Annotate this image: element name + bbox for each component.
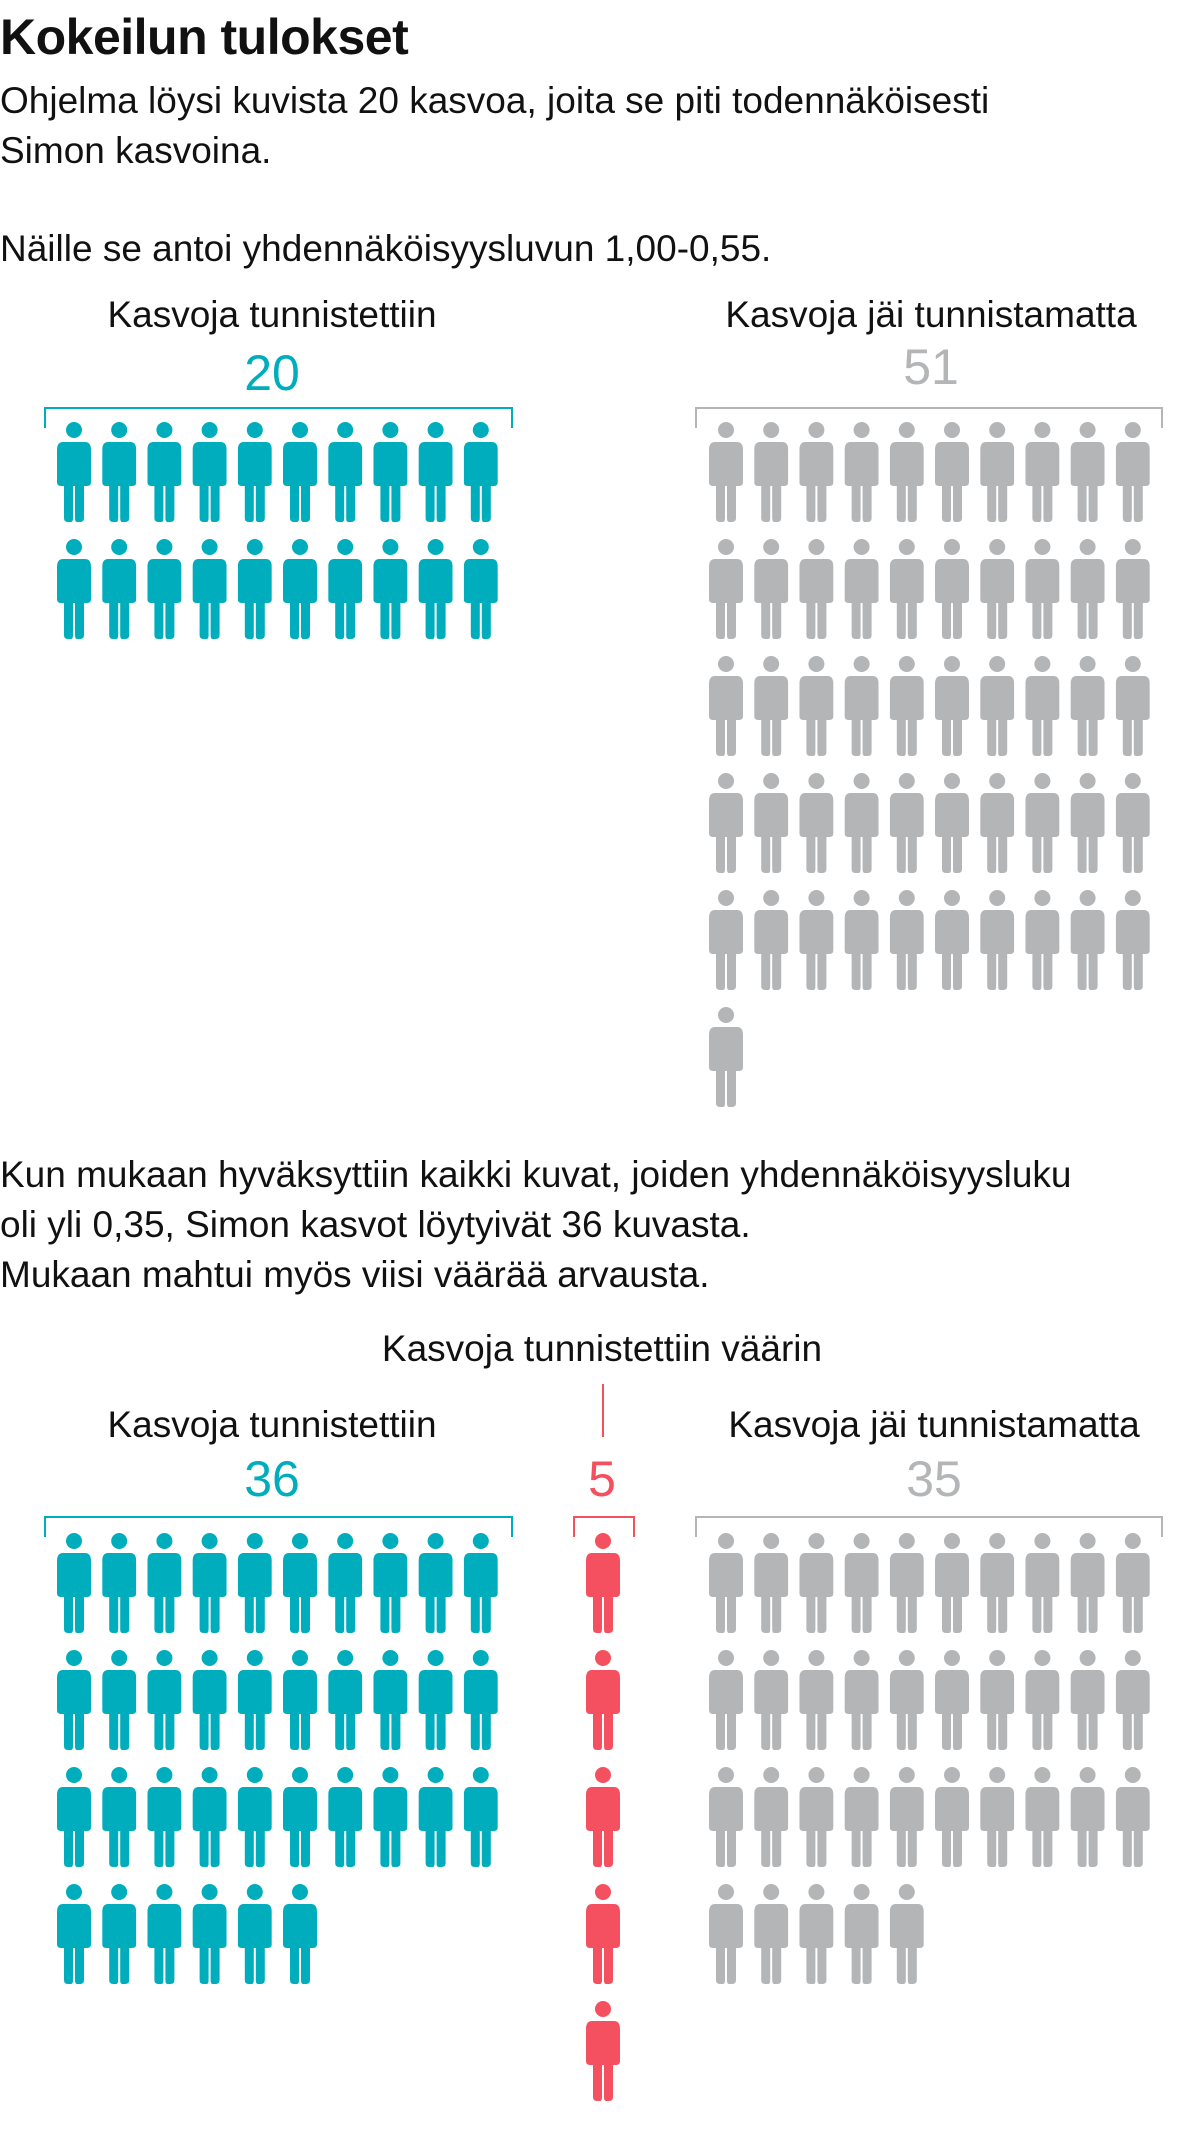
chart2-missed-person-icon-28 [1025, 1767, 1059, 1867]
chart2-identified-person-icon-12 [102, 1650, 136, 1750]
chart2-missed-person-icon-10 [1116, 1533, 1150, 1633]
chart1-identified-person-icon-17 [328, 539, 362, 639]
chart2-missed-person-icon-32 [754, 1884, 788, 1984]
chart1-missed-person-icon-5 [890, 422, 924, 522]
chart1-missed-person-icon-43 [799, 890, 833, 990]
chart1-missed-person-icon-46 [935, 890, 969, 990]
chart1-missed-person-icon-42 [754, 890, 788, 990]
chart2-identified-person-icon-3 [147, 1533, 181, 1633]
chart2-identified-person-icon-10 [464, 1533, 498, 1633]
chart2-identified-person-icon-30 [464, 1767, 498, 1867]
chart2-missed-person-icon-11 [709, 1650, 743, 1750]
chart1-missed-person-icon-39 [1071, 773, 1105, 873]
chart2-identified-person-icon-5 [238, 1533, 272, 1633]
chart1-missed-person-icon-29 [1071, 656, 1105, 756]
chart2-identified-person-icon-13 [147, 1650, 181, 1750]
chart2-missed-person-icon-5 [890, 1533, 924, 1633]
chart1-missed-person-icon-1 [709, 422, 743, 522]
middle-line-1: Kun mukaan hyväksyttiin kaikki kuvat, joiden yhdennäköisyysluku [0, 1154, 1072, 1195]
chart2-missed-person-icon-33 [799, 1884, 833, 1984]
chart2-wrong-label: Kasvoja tunnistettiin väärin [381, 1328, 823, 1369]
chart1-missed-person-icon-49 [1071, 890, 1105, 990]
chart1-missed-person-icon-23 [799, 656, 833, 756]
chart1-missed-person-icon-12 [754, 539, 788, 639]
chart1-missed-person-icon-34 [845, 773, 879, 873]
chart1-identified-person-icon-11 [57, 539, 91, 639]
chart1-missed-person-icon-41 [709, 890, 743, 990]
intro-line-2: Simon kasvoina. [0, 130, 272, 171]
chart1-missed-person-icon-15 [890, 539, 924, 639]
chart1-missed-person-icon-31 [709, 773, 743, 873]
chart2-missed-person-icon-7 [980, 1533, 1014, 1633]
chart1-missed-person-icon-27 [980, 656, 1014, 756]
chart2-missed-person-icon-30 [1116, 1767, 1150, 1867]
chart1-missed-person-icon-28 [1025, 656, 1059, 756]
chart1-identified-person-icon-12 [102, 539, 136, 639]
chart2-missed-person-icon-18 [1025, 1650, 1059, 1750]
chart2-missed-person-icon-2 [754, 1533, 788, 1633]
chart2-missed-person-icon-1 [709, 1533, 743, 1633]
chart1-missed-person-icon-44 [845, 890, 879, 990]
chart2-missed-person-icon-8 [1025, 1533, 1059, 1633]
chart2-wrong-count: 5 [588, 1451, 616, 1507]
chart1-missed-label: Kasvoja jäi tunnistamatta [725, 294, 1137, 335]
page-title: Kokeilun tulokset [0, 9, 409, 65]
chart2-identified-person-icon-20 [464, 1650, 498, 1750]
chart1-identified-person-icon-15 [238, 539, 272, 639]
chart2-identified-person-icon-33 [147, 1884, 181, 1984]
chart1-identified-count: 20 [244, 345, 300, 401]
chart2-identified-person-icon-28 [373, 1767, 407, 1867]
chart2-identified-person-icon-32 [102, 1884, 136, 1984]
chart1-identified-person-icon-1 [57, 422, 91, 522]
chart2-missed-person-icon-34 [845, 1884, 879, 1984]
middle-line-2: oli yli 0,35, Simon kasvot löytyivät 36 kuvasta. [0, 1204, 751, 1245]
chart1-identified-person-icon-16 [283, 539, 317, 639]
chart1-missed-person-icon-11 [709, 539, 743, 639]
chart2-missed-person-icon-17 [980, 1650, 1014, 1750]
chart2-missed-person-icon-15 [890, 1650, 924, 1750]
chart1-missed-person-icon-6 [935, 422, 969, 522]
chart2-identified-count: 36 [244, 1451, 300, 1507]
chart1-missed-person-icon-7 [980, 422, 1014, 522]
chart2-missed-person-icon-26 [935, 1767, 969, 1867]
chart2-missed-count: 35 [906, 1451, 962, 1507]
chart2-identified-person-icon-15 [238, 1650, 272, 1750]
chart2-identified-person-icon-27 [328, 1767, 362, 1867]
chart2-identified-person-icon-18 [373, 1650, 407, 1750]
chart1-identified-person-icon-6 [283, 422, 317, 522]
chart2-missed-person-icon-3 [799, 1533, 833, 1633]
chart2-missed-person-icon-4 [845, 1533, 879, 1633]
chart1-missed-person-icon-16 [935, 539, 969, 639]
chart2-identified-person-icon-22 [102, 1767, 136, 1867]
chart2-identified-person-icon-9 [419, 1533, 453, 1633]
chart1-missed-count: 51 [903, 339, 959, 395]
chart2-missed-person-icon-25 [890, 1767, 924, 1867]
chart2-wrong-person-icon-2 [586, 1650, 620, 1750]
chart1-missed-person-icon-51 [709, 1007, 743, 1107]
chart2-identified-person-icon-16 [283, 1650, 317, 1750]
chart2-wrong-person-icon-5 [586, 2001, 620, 2101]
chart2-missed-label: Kasvoja jäi tunnistamatta [728, 1404, 1140, 1445]
chart1-missed-person-icon-45 [890, 890, 924, 990]
chart1-identified-person-icon-20 [464, 539, 498, 639]
chart1-missed-person-icon-22 [754, 656, 788, 756]
chart1-missed-person-icon-37 [980, 773, 1014, 873]
chart2-identified-person-icon-11 [57, 1650, 91, 1750]
chart1-missed-person-icon-47 [980, 890, 1014, 990]
chart2-missed-person-icon-14 [845, 1650, 879, 1750]
chart2-identified-person-icon-7 [328, 1533, 362, 1633]
intro-line-3: Näille se antoi yhdennäköisyysluvun 1,00-0,55. [0, 228, 772, 269]
chart2-missed-person-icon-27 [980, 1767, 1014, 1867]
chart1-missed-person-icon-19 [1071, 539, 1105, 639]
chart1-identified-person-icon-18 [373, 539, 407, 639]
chart2-missed-person-icon-12 [754, 1650, 788, 1750]
chart2-identified-person-icon-36 [283, 1884, 317, 1984]
chart2-identified-bracket [45, 1517, 512, 1537]
chart2-missed-person-icon-23 [799, 1767, 833, 1867]
chart1-missed-person-icon-38 [1025, 773, 1059, 873]
chart1-missed-person-icon-50 [1116, 890, 1150, 990]
chart2-missed-bracket [696, 1517, 1162, 1537]
chart1-missed-person-icon-25 [890, 656, 924, 756]
chart1-identified-person-icon-10 [464, 422, 498, 522]
chart1-missed-person-icon-13 [799, 539, 833, 639]
chart2-identified-person-icon-26 [283, 1767, 317, 1867]
chart1-missed-person-icon-26 [935, 656, 969, 756]
chart1-missed-person-icon-35 [890, 773, 924, 873]
chart1-identified-person-icon-14 [193, 539, 227, 639]
chart1-missed-person-icon-3 [799, 422, 833, 522]
chart1-identified-person-icon-5 [238, 422, 272, 522]
chart2-missed-person-icon-6 [935, 1533, 969, 1633]
chart1-missed-person-icon-9 [1071, 422, 1105, 522]
chart1-identified-person-icon-9 [419, 422, 453, 522]
chart2-identified-person-icon-23 [147, 1767, 181, 1867]
chart1-missed-person-icon-2 [754, 422, 788, 522]
chart2-identified-person-icon-31 [57, 1884, 91, 1984]
chart1-identified-person-icon-13 [147, 539, 181, 639]
chart2-identified-person-icon-8 [373, 1533, 407, 1633]
chart1-missed-person-icon-21 [709, 656, 743, 756]
chart1-identified-person-icon-4 [193, 422, 227, 522]
chart2-identified-person-icon-29 [419, 1767, 453, 1867]
chart2-identified-person-icon-2 [102, 1533, 136, 1633]
chart1-missed-person-icon-14 [845, 539, 879, 639]
chart2-missed-person-icon-24 [845, 1767, 879, 1867]
chart2-identified-person-icon-35 [238, 1884, 272, 1984]
chart1-missed-person-icon-48 [1025, 890, 1059, 990]
chart1-identified-label: Kasvoja tunnistettiin [107, 294, 437, 335]
chart2-identified-person-icon-25 [238, 1767, 272, 1867]
chart1-missed-person-icon-20 [1116, 539, 1150, 639]
chart2-missed-person-icon-13 [799, 1650, 833, 1750]
chart1-missed-person-icon-30 [1116, 656, 1150, 756]
chart1-missed-person-icon-18 [1025, 539, 1059, 639]
chart1-identified-person-icon-7 [328, 422, 362, 522]
chart1-missed-person-icon-40 [1116, 773, 1150, 873]
chart1-missed-person-icon-24 [845, 656, 879, 756]
chart2-wrong-person-icon-3 [586, 1767, 620, 1867]
chart2-missed-person-icon-31 [709, 1884, 743, 1984]
chart2-identified-person-icon-4 [193, 1533, 227, 1633]
chart2-identified-person-icon-6 [283, 1533, 317, 1633]
chart1-missed-person-icon-36 [935, 773, 969, 873]
chart1-missed-person-icon-33 [799, 773, 833, 873]
chart2-identified-person-icon-19 [419, 1650, 453, 1750]
middle-line-3: Mukaan mahtui myös viisi väärää arvausta. [0, 1254, 710, 1295]
chart2-missed-person-icon-35 [890, 1884, 924, 1984]
chart2-missed-person-icon-9 [1071, 1533, 1105, 1633]
chart2-wrong-person-icon-4 [586, 1884, 620, 1984]
chart1-identified-person-icon-2 [102, 422, 136, 522]
chart1-identified-person-icon-8 [373, 422, 407, 522]
chart2-missed-person-icon-20 [1116, 1650, 1150, 1750]
chart2-missed-person-icon-19 [1071, 1650, 1105, 1750]
chart2-identified-person-icon-17 [328, 1650, 362, 1750]
chart2-identified-person-icon-14 [193, 1650, 227, 1750]
chart2-missed-person-icon-22 [754, 1767, 788, 1867]
chart2-missed-person-icon-16 [935, 1650, 969, 1750]
chart1-missed-person-icon-4 [845, 422, 879, 522]
chart1-missed-person-icon-10 [1116, 422, 1150, 522]
chart2-identified-person-icon-24 [193, 1767, 227, 1867]
chart2-identified-person-icon-1 [57, 1533, 91, 1633]
chart1-missed-person-icon-17 [980, 539, 1014, 639]
chart2-identified-person-icon-21 [57, 1767, 91, 1867]
chart1-identified-person-icon-3 [147, 422, 181, 522]
chart1-identified-person-icon-19 [419, 539, 453, 639]
intro-line-1: Ohjelma löysi kuvista 20 kasvoa, joita se piti todennäköisesti [0, 80, 990, 121]
chart2-wrong-person-icon-1 [586, 1533, 620, 1633]
chart2-missed-person-icon-29 [1071, 1767, 1105, 1867]
chart1-missed-person-icon-32 [754, 773, 788, 873]
chart2-identified-person-icon-34 [193, 1884, 227, 1984]
chart2-identified-label: Kasvoja tunnistettiin [107, 1404, 437, 1445]
chart2-missed-person-icon-21 [709, 1767, 743, 1867]
chart1-missed-person-icon-8 [1025, 422, 1059, 522]
